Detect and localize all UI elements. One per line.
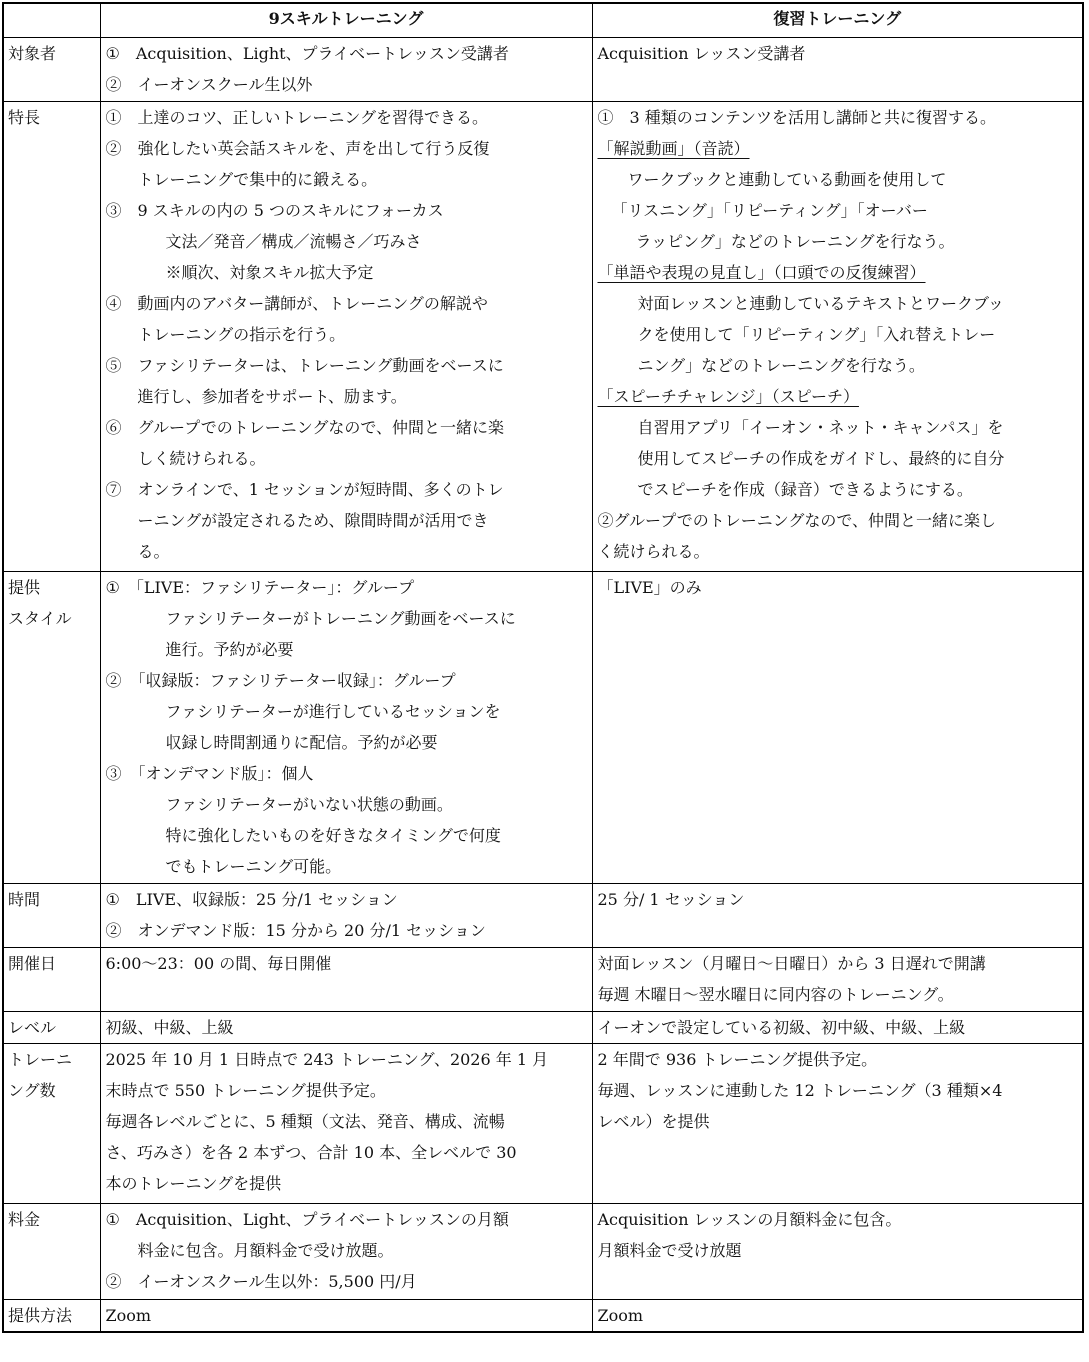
text-line: ① 上達のコツ、正しいトレーニングを習得できる。 — [105, 107, 489, 127]
cell-schedule-review — [592, 947, 1083, 1011]
text-line: ※順次、対象スキル拡大予定 — [165, 262, 374, 282]
text-line: Zoom — [597, 1305, 644, 1325]
text-line: ② オンデマンド版：15 分から 20 分/1 セッション — [105, 920, 486, 940]
row-label-method: 提供方法 — [3, 1299, 100, 1332]
row-label-level: レベル — [3, 1011, 100, 1043]
text-line: 対面レッスン（月曜日～日曜日）から 3 日遅れで開講 — [597, 953, 986, 973]
cell-count-review — [592, 1043, 1083, 1203]
column-header-9-skill-training: 9スキルトレーニング — [100, 3, 592, 37]
text-line: Acquisition レッスン受講者 — [597, 43, 806, 63]
text-line: ラッピング」などのトレーニングを行なう。 — [635, 231, 955, 251]
text-line: 特に強化したいものを好きなタイミングで何度 — [165, 825, 501, 845]
text-line: 対面レッスンと連動しているテキストとワークブッ — [637, 293, 1004, 313]
text-line: ファシリテーターが進行しているセッションを — [165, 701, 501, 721]
text-line: でもトレーニング可能。 — [165, 856, 342, 876]
text-line: 25 分/ 1 セッション — [597, 889, 745, 909]
text-line: ②グループでのトレーニングなので、仲間と一緒に楽し — [597, 510, 997, 530]
text-line: 初級、中級、上級 — [105, 1017, 234, 1037]
row-count — [3, 1043, 1083, 1203]
row-method — [3, 1299, 1083, 1332]
row-label-style — [3, 571, 100, 883]
text-line: ③ 9 スキルの内の 5 つのスキルにフォーカス — [105, 200, 444, 220]
row-label-target: 対象者 — [3, 37, 100, 101]
cell-fee-9-skill — [100, 1203, 592, 1299]
text-line: ファシリテーターがトレーニング動画をベースに — [165, 608, 516, 628]
cell-features-9-skill — [100, 101, 592, 571]
row-label-features: 特長 — [3, 101, 100, 571]
cell-level-9-skill — [100, 1011, 592, 1043]
row-time — [3, 883, 1083, 947]
text-line: 2 年間で 936 トレーニング提供予定。 — [597, 1049, 878, 1069]
text-line: 2025 年 10 月 1 日時点で 243 トレーニング、2026 年 1 月 — [105, 1049, 549, 1069]
text-line: 毎週各レベルごとに、5 種類（文法、発音、構成、流暢 — [105, 1111, 505, 1131]
row-level — [3, 1011, 1083, 1043]
cell-time-9-skill — [100, 883, 592, 947]
row-label-schedule: 開催日 — [3, 947, 100, 1011]
text-line: ⑥ グループでのトレーニングなので、仲間と一緒に楽 — [105, 417, 505, 437]
cell-target-review — [592, 37, 1083, 101]
section-heading-vocab-review: 「単語や表現の見直し」（口頭での反復練習） — [597, 262, 926, 282]
cell-features-review — [592, 101, 1083, 571]
text-line: 「リスニング」「リピーティング」「オーバー — [611, 200, 928, 220]
text-line: る。 — [137, 541, 170, 561]
text-line: 末時点で 550 トレーニング提供予定。 — [105, 1080, 386, 1100]
cell-fee-review — [592, 1203, 1083, 1299]
text-line: 進行。予約が必要 — [165, 639, 294, 659]
row-label-line: トレーニ — [8, 1049, 73, 1069]
text-line: Acquisition レッスンの月額料金に包含。 — [597, 1209, 902, 1229]
text-line: 月額料金で受け放題 — [597, 1240, 742, 1260]
text-line: ⑤ ファシリテーターは、トレーニング動画をベースに — [105, 355, 504, 375]
row-style — [3, 571, 1083, 883]
text-line: ② 強化したい英会話スキルを、声を出して行う反復 — [105, 138, 490, 158]
cell-count-9-skill — [100, 1043, 592, 1203]
text-line: ⑦ オンラインで、1 セッションが短時間、多くのトレ — [105, 479, 504, 499]
text-line: ① 3 種類のコンテンツを活用し講師と共に復習する。 — [597, 107, 996, 127]
text-line: 自習用アプリ「イーオン・ネット・キャンパス」を — [637, 417, 1004, 437]
cell-time-review — [592, 883, 1083, 947]
row-target — [3, 37, 1083, 101]
text-line: ① Acquisition、Light、プライベートレッスン受講者 — [105, 43, 509, 63]
text-line: トレーニングの指示を行う。 — [137, 324, 346, 344]
row-label-time: 時間 — [3, 883, 100, 947]
text-line: さ、巧みさ）を各 2 本ずつ、合計 10 本、全レベルで 30 — [105, 1142, 517, 1162]
text-line: 毎週 木曜日～翌水曜日に同内容のトレーニング。 — [597, 984, 954, 1004]
cell-schedule-9-skill — [100, 947, 592, 1011]
cell-method-9-skill — [100, 1299, 592, 1332]
row-features — [3, 101, 1083, 571]
text-line: レベル）を提供 — [597, 1111, 710, 1131]
text-line: ① LIVE、収録版：25 分/1 セッション — [105, 889, 398, 909]
text-line: 毎週、レッスンに連動した 12 トレーニング（3 種類×4 — [597, 1080, 1003, 1100]
cell-style-review — [592, 571, 1083, 883]
section-heading-explanation-video: 「解説動画」（音読） — [597, 138, 750, 158]
text-line: 文法／発音／構成／流暢さ／巧みさ — [165, 231, 422, 251]
cell-style-9-skill — [100, 571, 592, 883]
text-line: く続けられる。 — [597, 541, 710, 561]
text-line: ① Acquisition、Light、プライベートレッスンの月額 — [105, 1209, 509, 1229]
text-line: ① 「LIVE：ファシリテーター」：グループ — [105, 577, 415, 597]
text-line: ④ 動画内のアバター講師が、トレーニングの解説や — [105, 293, 488, 313]
row-label-line: スタイル — [8, 608, 72, 628]
row-label-fee: 料金 — [3, 1203, 100, 1299]
cell-method-review — [592, 1299, 1083, 1332]
comparison-table — [2, 2, 1084, 1333]
row-label-line: ング数 — [8, 1080, 56, 1100]
text-line: トレーニングで集中的に鍛える。 — [137, 169, 378, 189]
row-label-line: 提供 — [8, 577, 41, 597]
text-line: ファシリテーターがいない状態の動画。 — [165, 794, 453, 814]
corner-cell — [3, 3, 100, 37]
text-line: 使用してスピーチの作成をガイドし、最終的に自分 — [637, 448, 1005, 468]
column-header-review-training: 復習トレーニング — [592, 3, 1083, 37]
row-schedule — [3, 947, 1083, 1011]
text-line: 進行し、参加者をサポート、励ます。 — [137, 386, 407, 406]
text-line: 料金に包含。月額料金で受け放題。 — [137, 1240, 394, 1260]
text-line: ③ 「オンデマンド版」：個人 — [105, 763, 314, 783]
text-line: 収録し時間割通りに配信。予約が必要 — [165, 732, 438, 752]
row-label-count — [3, 1043, 100, 1203]
header-row — [3, 3, 1083, 37]
text-line: ② イーオンスクール生以外 — [105, 74, 313, 94]
text-line: ーニングが設定されるため、隙間時間が活用でき — [137, 510, 489, 530]
text-line: Zoom — [105, 1305, 152, 1325]
text-line: ② イーオンスクール生以外：5,500 円/月 — [105, 1271, 417, 1291]
text-line: イーオンで設定している初級、初中級、中級、上級 — [597, 1017, 966, 1037]
text-line: でスピーチを作成（録音）できるようにする。 — [637, 479, 973, 499]
cell-level-review — [592, 1011, 1083, 1043]
text-line: ニング」などのトレーニングを行なう。 — [637, 355, 925, 375]
text-line: ワークブックと連動している動画を使用して — [627, 169, 947, 189]
text-line: ② 「収録版：ファシリテーター収録」：グループ — [105, 670, 456, 690]
section-heading-speech-challenge: 「スピーチチャレンジ」（スピーチ） — [597, 386, 859, 406]
text-line: しく続けられる。 — [137, 448, 266, 468]
text-line: 6:00～23：00 の間、毎日開催 — [105, 953, 332, 973]
text-line: 本のトレーニングを提供 — [105, 1173, 282, 1193]
text-line: 「LIVE」のみ — [597, 577, 702, 597]
row-fee — [3, 1203, 1083, 1299]
cell-target-9-skill — [100, 37, 592, 101]
text-line: クを使用して「リピーティング」「入れ替えトレー — [637, 324, 996, 344]
